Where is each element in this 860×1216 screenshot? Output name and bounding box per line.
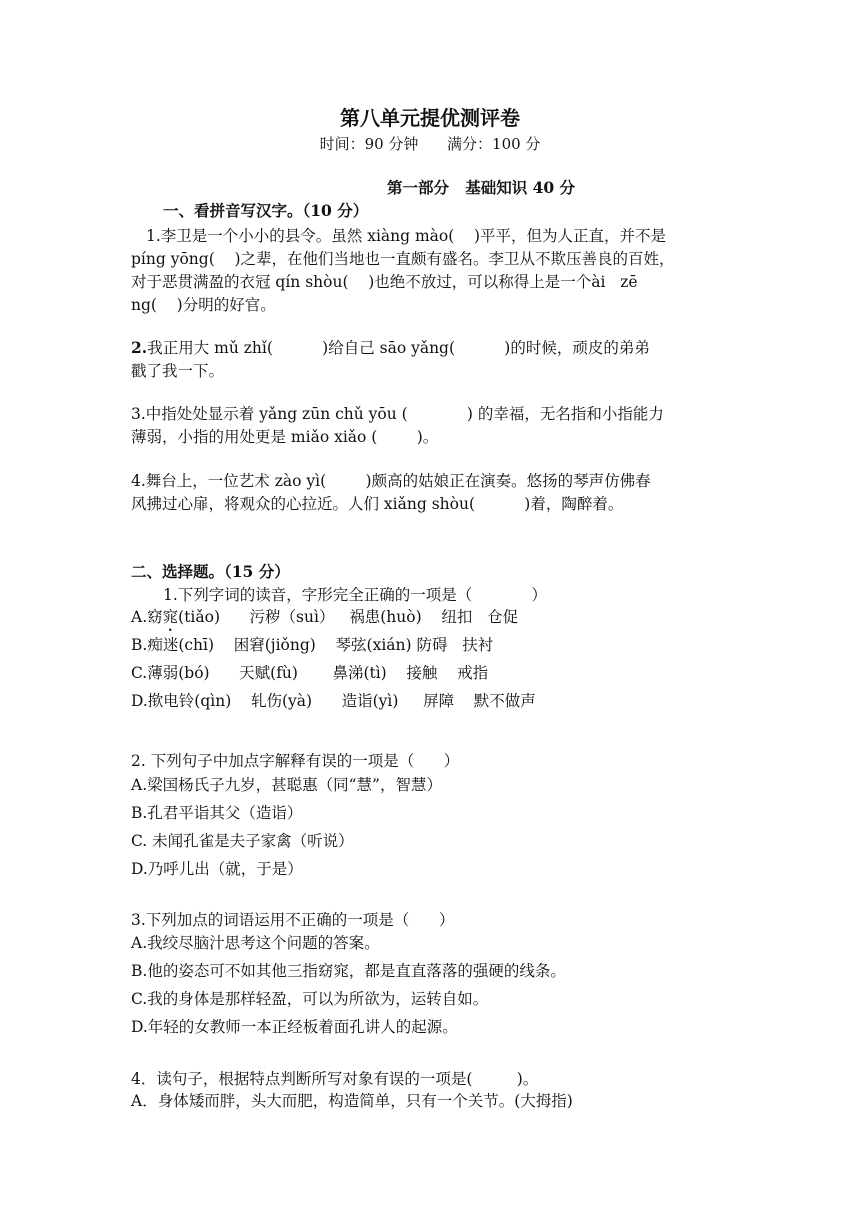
q1-line-1: 1.李卫是一个小小的县令。虽然 xiàng mào( )平平，但为人正直，并不是 [146,227,667,245]
mc1-a-prefix: A.窈 [131,608,163,626]
mc3-option-d: D.年轻的女教师一本正经板着面孔讲人的起源。 [131,1018,458,1036]
q3-line-2: 薄弱，小指的用处更是 miǎo xiǎo ( )。 [131,428,439,446]
mc3-option-a: A.我绞尽脑汁思考这个问题的答案。 [131,934,380,952]
mc1-stem: 1.下列字词的读音，字形完全正确的一项是（ ） [163,586,547,604]
q2-line-1 [131,338,650,358]
q1-line-2: píng yōng( )之辈，在他们当地也一直颇有盛名。李卫从不欺压善良的百姓， [131,250,675,268]
part-heading: 第一部分 基础知识 40 分 [387,178,576,197]
mc1-option-a [131,607,518,635]
mc2-stem: 2. 下列句子中加点字解释有误的一项是（ ） [131,752,460,770]
q1-line-4: ng( )分明的好官。 [131,296,276,314]
mc1-option-c: C.薄弱(bó) 天赋(fù) 鼻涕(tì) 接触 戒指 [131,664,489,682]
page-title: 第八单元提优测评卷 [340,106,520,130]
mc2-option-c: C. 未闻孔雀是夫子家禽（听说） [131,832,354,850]
q4-line-2: 风拂过心扉，将观众的心拉近。人们 xiǎng shòu( )着，陶醉着。 [131,495,624,513]
section-2-heading: 二、选择题。（15 分） [131,562,290,581]
mc2-option-b: B.孔君平诣其父（造诣） [131,804,303,822]
mc3-option-c: C.我的身体是那样轻盈，可以为所欲为，运转自如。 [131,990,489,1008]
mc3-stem: 3.下列加点的词语运用不正确的一项是（ ） [131,911,455,929]
mc2-option-a: A.梁国杨氏子九岁，甚聪惠（同“慧”，智慧） [131,776,442,794]
q2-line-2: 戳了我一下。 [131,362,225,380]
mc1-option-b: B.痴迷(chī) 困窘(jiǒng) 琴弦(xián) 防碍 扶衬 [131,636,494,654]
mc3-option-b: B.他的姿态可不如其他三指窈窕，都是直直落落的强硬的线条。 [131,962,566,980]
q3-line-1: 3.中指处处显示着 yǎng zūn chǔ yōu ( ) 的幸福，无名指和小指能力 [131,405,664,423]
q4-line-1: 4.舞台上，一位艺术 zào yì( )颇高的姑娘正在演奏。悠扬的琴声仿佛春 [131,472,651,490]
q2-number: 2. [131,338,148,357]
mc2-option-d: D.乃呼儿出（就，于是） [131,860,303,878]
mc1-a-dotted-char: 窕 [162,608,179,626]
mc4-stem: 4．读句子，根据特点判断所写对象有误的一项是( )。 [131,1070,539,1088]
mc1-a-rest: (tiǎo) 污秽（suì） 祸患(huò) 纽扣 仓促 [178,608,519,626]
q1-line-3: 对于恶贯满盈的衣冠 qín shòu( )也绝不放过，可以称得上是一个ài zē [131,273,638,291]
q2-text: 我正用大 mǔ zhǐ( )给自己 sāo yǎng( )的时候，顽皮的弟弟 [147,339,650,357]
exam-info: 时间：90 分钟 满分：100 分 [319,135,541,153]
mc4-option-a: A．身体矮而胖，头大而肥，构造简单，只有一个关节。(大拇指) [131,1092,573,1110]
mc1-option-d: D.揿电铃(qìn) 轧伤(yà) 造诣(yì) 屏障 默不做声 [131,692,536,710]
section-1-heading: 一、看拼音写汉字。（10 分） [163,201,369,220]
